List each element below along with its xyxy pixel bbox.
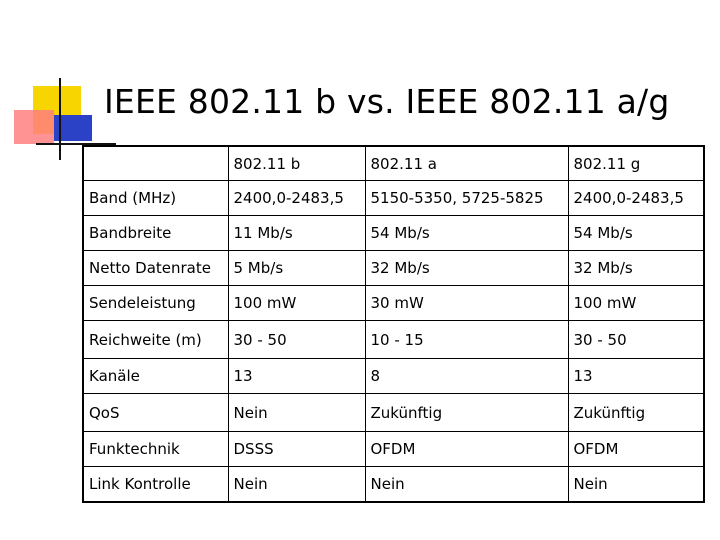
table-cell: Funktechnik xyxy=(83,432,228,467)
table-cell: 10 - 15 xyxy=(365,321,568,359)
table-header-cell xyxy=(83,146,228,181)
table-cell: 100 mW xyxy=(568,286,704,321)
table-cell: 2400,0-2483,5 xyxy=(568,181,704,216)
table-cell: 11 Mb/s xyxy=(228,216,365,251)
table-cell: 13 xyxy=(568,359,704,394)
table-cell: Band (MHz) xyxy=(83,181,228,216)
table-header-row xyxy=(83,146,704,181)
table-cell: Netto Datenrate xyxy=(83,251,228,286)
table-cell: Bandbreite xyxy=(83,216,228,251)
table-cell: Nein xyxy=(228,394,365,432)
table-cell: Nein xyxy=(568,467,704,503)
table-cell: 30 - 50 xyxy=(568,321,704,359)
table-cell: 100 mW xyxy=(228,286,365,321)
decor-red-square xyxy=(14,110,54,144)
table-row xyxy=(83,286,704,321)
table-cell: 8 xyxy=(365,359,568,394)
table-row xyxy=(83,467,704,503)
table-cell: 54 Mb/s xyxy=(365,216,568,251)
table-row xyxy=(83,216,704,251)
table-cell: Zukünftig xyxy=(568,394,704,432)
table-cell: 30 - 50 xyxy=(228,321,365,359)
table-cell: 5 Mb/s xyxy=(228,251,365,286)
slide-title: IEEE 802.11 b vs. IEEE 802.11 a/g xyxy=(104,82,670,121)
table-cell: QoS xyxy=(83,394,228,432)
table-cell: Kanäle xyxy=(83,359,228,394)
comparison-table xyxy=(82,145,705,503)
table-cell: Link Kontrolle xyxy=(83,467,228,503)
table-row xyxy=(83,251,704,286)
table-cell: DSSS xyxy=(228,432,365,467)
table-header-cell: 802.11 a xyxy=(365,146,568,181)
table-cell: 54 Mb/s xyxy=(568,216,704,251)
table-row xyxy=(83,321,704,359)
table-cell: 30 mW xyxy=(365,286,568,321)
table-cell: Zukünftig xyxy=(365,394,568,432)
table-cell: 5150-5350, 5725-5825 xyxy=(365,181,568,216)
table-row xyxy=(83,181,704,216)
table-row xyxy=(83,432,704,467)
table-cell: OFDM xyxy=(568,432,704,467)
table-header-cell: 802.11 b xyxy=(228,146,365,181)
decor-vertical-line xyxy=(59,78,61,160)
table-cell: 32 Mb/s xyxy=(568,251,704,286)
table-cell: Nein xyxy=(228,467,365,503)
table-row xyxy=(83,394,704,432)
table-cell: Reichweite (m) xyxy=(83,321,228,359)
table-cell: OFDM xyxy=(365,432,568,467)
table-cell: 2400,0-2483,5 xyxy=(228,181,365,216)
table-cell: 13 xyxy=(228,359,365,394)
table-cell: Nein xyxy=(365,467,568,503)
table-row xyxy=(83,359,704,394)
table-header-cell: 802.11 g xyxy=(568,146,704,181)
table-cell: Sendeleistung xyxy=(83,286,228,321)
table-cell: 32 Mb/s xyxy=(365,251,568,286)
